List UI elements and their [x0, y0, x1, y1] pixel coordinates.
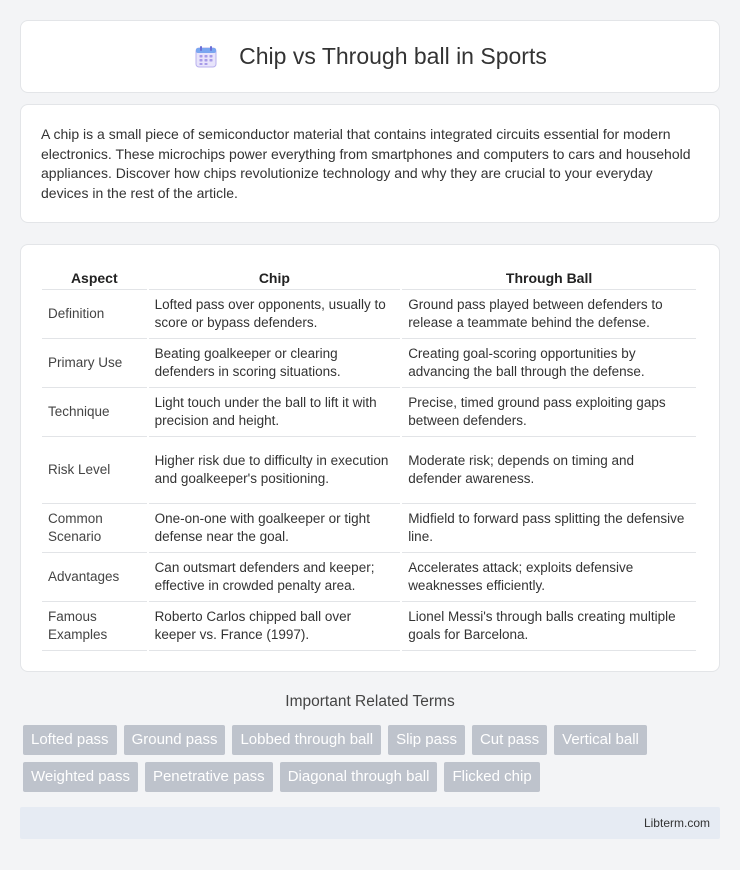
- row-chip: Beating goalkeeper or clearing defenders in scoring situations.: [149, 339, 401, 388]
- intro-card: [20, 104, 720, 223]
- table-row: [42, 602, 696, 651]
- calendar-icon: [193, 44, 219, 70]
- related-term-tag[interactable]: Lobbed through ball: [232, 725, 381, 755]
- comparison-table: [40, 266, 698, 651]
- page-title: Chip vs Through ball in Sports: [239, 43, 547, 69]
- row-aspect: Technique: [42, 388, 147, 437]
- row-aspect: Advantages: [42, 553, 147, 602]
- header-aspect: Aspect: [42, 266, 147, 290]
- related-terms-title: Important Related Terms: [285, 693, 455, 710]
- footer-site-link[interactable]: Libterm.com: [643, 816, 710, 830]
- related-term-tag[interactable]: Diagonal through ball: [280, 762, 438, 792]
- related-term-tag[interactable]: Weighted pass: [23, 762, 138, 792]
- row-through-ball: Midfield to forward pass splitting the defensive line.: [402, 504, 696, 553]
- table-row: [42, 388, 696, 437]
- table-row: [42, 437, 696, 504]
- intro-text: A chip is a small piece of semiconductor material that contains integrated circuits essential for modern electronics. These microchips power everything from smartphones and computers to cars and household appliances. Discover how chips revolutionize technology and why they are crucial to your everyday devices in the rest of the article.: [41, 126, 691, 201]
- comparison-table-card: [20, 244, 720, 672]
- row-chip: Lofted pass over opponents, usually to score or bypass defenders.: [149, 290, 401, 339]
- related-term-tag[interactable]: Slip pass: [388, 725, 465, 755]
- related-term-tag[interactable]: Lofted pass: [23, 725, 117, 755]
- related-term-tag[interactable]: Penetrative pass: [145, 762, 273, 792]
- row-aspect: Famous Examples: [42, 602, 147, 651]
- table-header-row: [42, 266, 696, 290]
- related-terms-tags: [23, 725, 723, 792]
- row-chip: Can outsmart defenders and keeper; effective in crowded penalty area.: [149, 553, 401, 602]
- row-chip: Higher risk due to difficulty in execution and goalkeeper's positioning.: [149, 437, 401, 504]
- table-row: [42, 553, 696, 602]
- row-through-ball: Precise, timed ground pass exploiting gaps between defenders.: [402, 388, 696, 437]
- related-term-tag[interactable]: Cut pass: [472, 725, 547, 755]
- row-aspect: Definition: [42, 290, 147, 339]
- row-through-ball: Accelerates attack; exploits defensive weaknesses efficiently.: [402, 553, 696, 602]
- row-through-ball: Moderate risk; depends on timing and defender awareness.: [402, 437, 696, 504]
- footer: [20, 807, 720, 839]
- row-aspect: Primary Use: [42, 339, 147, 388]
- table-row: [42, 504, 696, 553]
- row-aspect: Risk Level: [42, 437, 147, 504]
- title-wrap: [193, 43, 547, 70]
- header-card: [20, 20, 720, 93]
- row-aspect: Common Scenario: [42, 504, 147, 553]
- header-through-ball: Through Ball: [402, 266, 696, 290]
- row-through-ball: Lionel Messi's through balls creating multiple goals for Barcelona.: [402, 602, 696, 651]
- table-row: [42, 290, 696, 339]
- table-row: [42, 339, 696, 388]
- related-term-tag[interactable]: Ground pass: [124, 725, 226, 755]
- row-chip: Light touch under the ball to lift it with precision and height.: [149, 388, 401, 437]
- related-term-tag[interactable]: Flicked chip: [444, 762, 539, 792]
- row-through-ball: Ground pass played between defenders to release a teammate behind the defense.: [402, 290, 696, 339]
- row-through-ball: Creating goal-scoring opportunities by advancing the ball through the defense.: [402, 339, 696, 388]
- related-term-tag[interactable]: Vertical ball: [554, 725, 647, 755]
- row-chip: One-on-one with goalkeeper or tight defense near the goal.: [149, 504, 401, 553]
- row-chip: Roberto Carlos chipped ball over keeper vs. France (1997).: [149, 602, 401, 651]
- header-chip: Chip: [149, 266, 401, 290]
